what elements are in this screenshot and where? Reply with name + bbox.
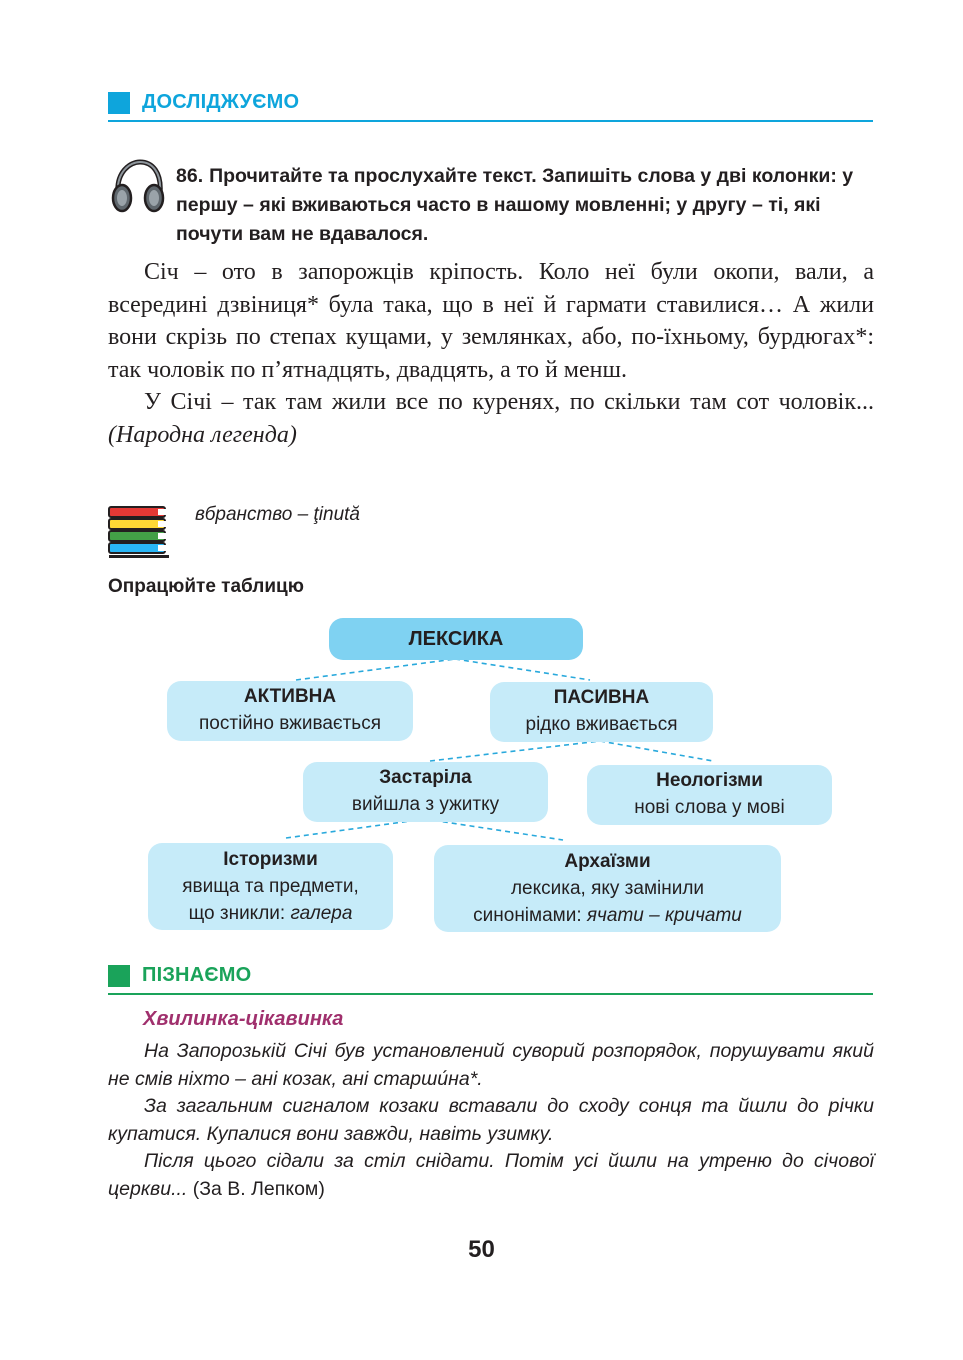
node-passive xyxy=(490,682,713,742)
connector-passive-obsolete xyxy=(430,741,600,761)
fact-source: (За В. Лепком) xyxy=(187,1177,325,1200)
node-historisms-example: галера xyxy=(290,903,353,924)
node-neologisms-title: Неологізми xyxy=(656,770,763,791)
fact-paragraph-3-text: Після цього сідали за стіл снідати. Потім усі йшли на утреню до січової церкви... xyxy=(108,1150,874,1200)
fact-paragraph-3 xyxy=(108,1148,874,1203)
glossary-entry: вбранство – ţinută xyxy=(195,504,360,525)
section-marker xyxy=(108,965,130,987)
node-archaisms xyxy=(434,845,781,932)
node-historisms xyxy=(148,843,393,930)
section-title-learn: ПІЗНАЄМО xyxy=(142,964,252,986)
node-obsolete-desc: вийшла з ужитку xyxy=(351,794,500,815)
node-active-desc: постійно вживається xyxy=(199,713,381,734)
node-lexics: ЛЕКСИКА xyxy=(329,618,583,660)
node-obsolete-title: Застаріла xyxy=(379,767,472,788)
node-passive-desc: рідко вживається xyxy=(525,714,678,735)
task-text: Прочитайте та прослухайте текст. Запишіть слова у дві колонки: у першу – які вживаються часто в нашому мовленні; у другу – ті, які почути вам не вдавалося. xyxy=(176,165,854,245)
page-number: 50 xyxy=(468,1236,495,1263)
fact-title: Хвилинка-цікавинка xyxy=(143,1008,344,1030)
fact-paragraph-1: На Запорозькій Січі був установлений суворий розпорядок, порушувати який не смів ніхто – ані козак, ані старши́на*. xyxy=(108,1040,874,1090)
reading-paragraph-2-text: У Січі – так там жили все по куренях, по скільки там сот чоловік... xyxy=(144,389,874,415)
connector-root-passive xyxy=(455,659,590,680)
node-obsolete xyxy=(303,762,548,822)
reading-paragraph-1: Січ – ото в запорожців кріпость. Коло неї були окопи, вали, а всередині дзвіниця* була така, що в неї й гармати ставилися… А жили вони скрізь по степах кущами, у землянках, або, по-їхньому, бурдюгах*: так чоловік по п’ятнадцять, двадцять, а то й менш. xyxy=(108,259,874,383)
node-neologisms-desc: нові слова у мові xyxy=(634,797,785,818)
node-historisms-desc2: що зникли: xyxy=(188,903,291,924)
reading-source: (Народна легенда) xyxy=(108,421,297,448)
section-header-learn xyxy=(108,961,873,995)
fact-paragraph-2: За загальним сигналом козаки вставали до сходу сонця та йшли до річки купатися. Купалися вони завжди, навіть узимку. xyxy=(108,1095,874,1145)
fact-text xyxy=(108,1038,874,1203)
connector-obsolete-archaisms xyxy=(425,819,563,840)
connector-passive-neologisms xyxy=(600,741,713,761)
section-rule xyxy=(108,993,873,995)
section-title-explore: ДОСЛІДЖУЄМО xyxy=(142,91,300,113)
node-active-title: АКТИВНА xyxy=(243,686,337,707)
node-historisms-desc1: явища та предмети, xyxy=(182,876,359,897)
node-archaisms-title: Архаїзми xyxy=(564,851,651,872)
node-archaisms-desc1: лексика, яку замінили xyxy=(510,878,705,899)
node-archaisms-example: ячати – кричати xyxy=(586,905,742,926)
node-historisms-title: Історизми xyxy=(223,849,318,870)
node-passive-title: ПАСИВНА xyxy=(553,687,650,708)
node-active xyxy=(167,681,413,741)
table-title: Опрацюйте таблицю xyxy=(108,576,304,597)
connector-root-active xyxy=(296,659,455,680)
task-number: 86. xyxy=(176,165,204,187)
node-neologisms xyxy=(587,765,832,825)
node-archaisms-desc2: синонімами: xyxy=(473,905,587,926)
